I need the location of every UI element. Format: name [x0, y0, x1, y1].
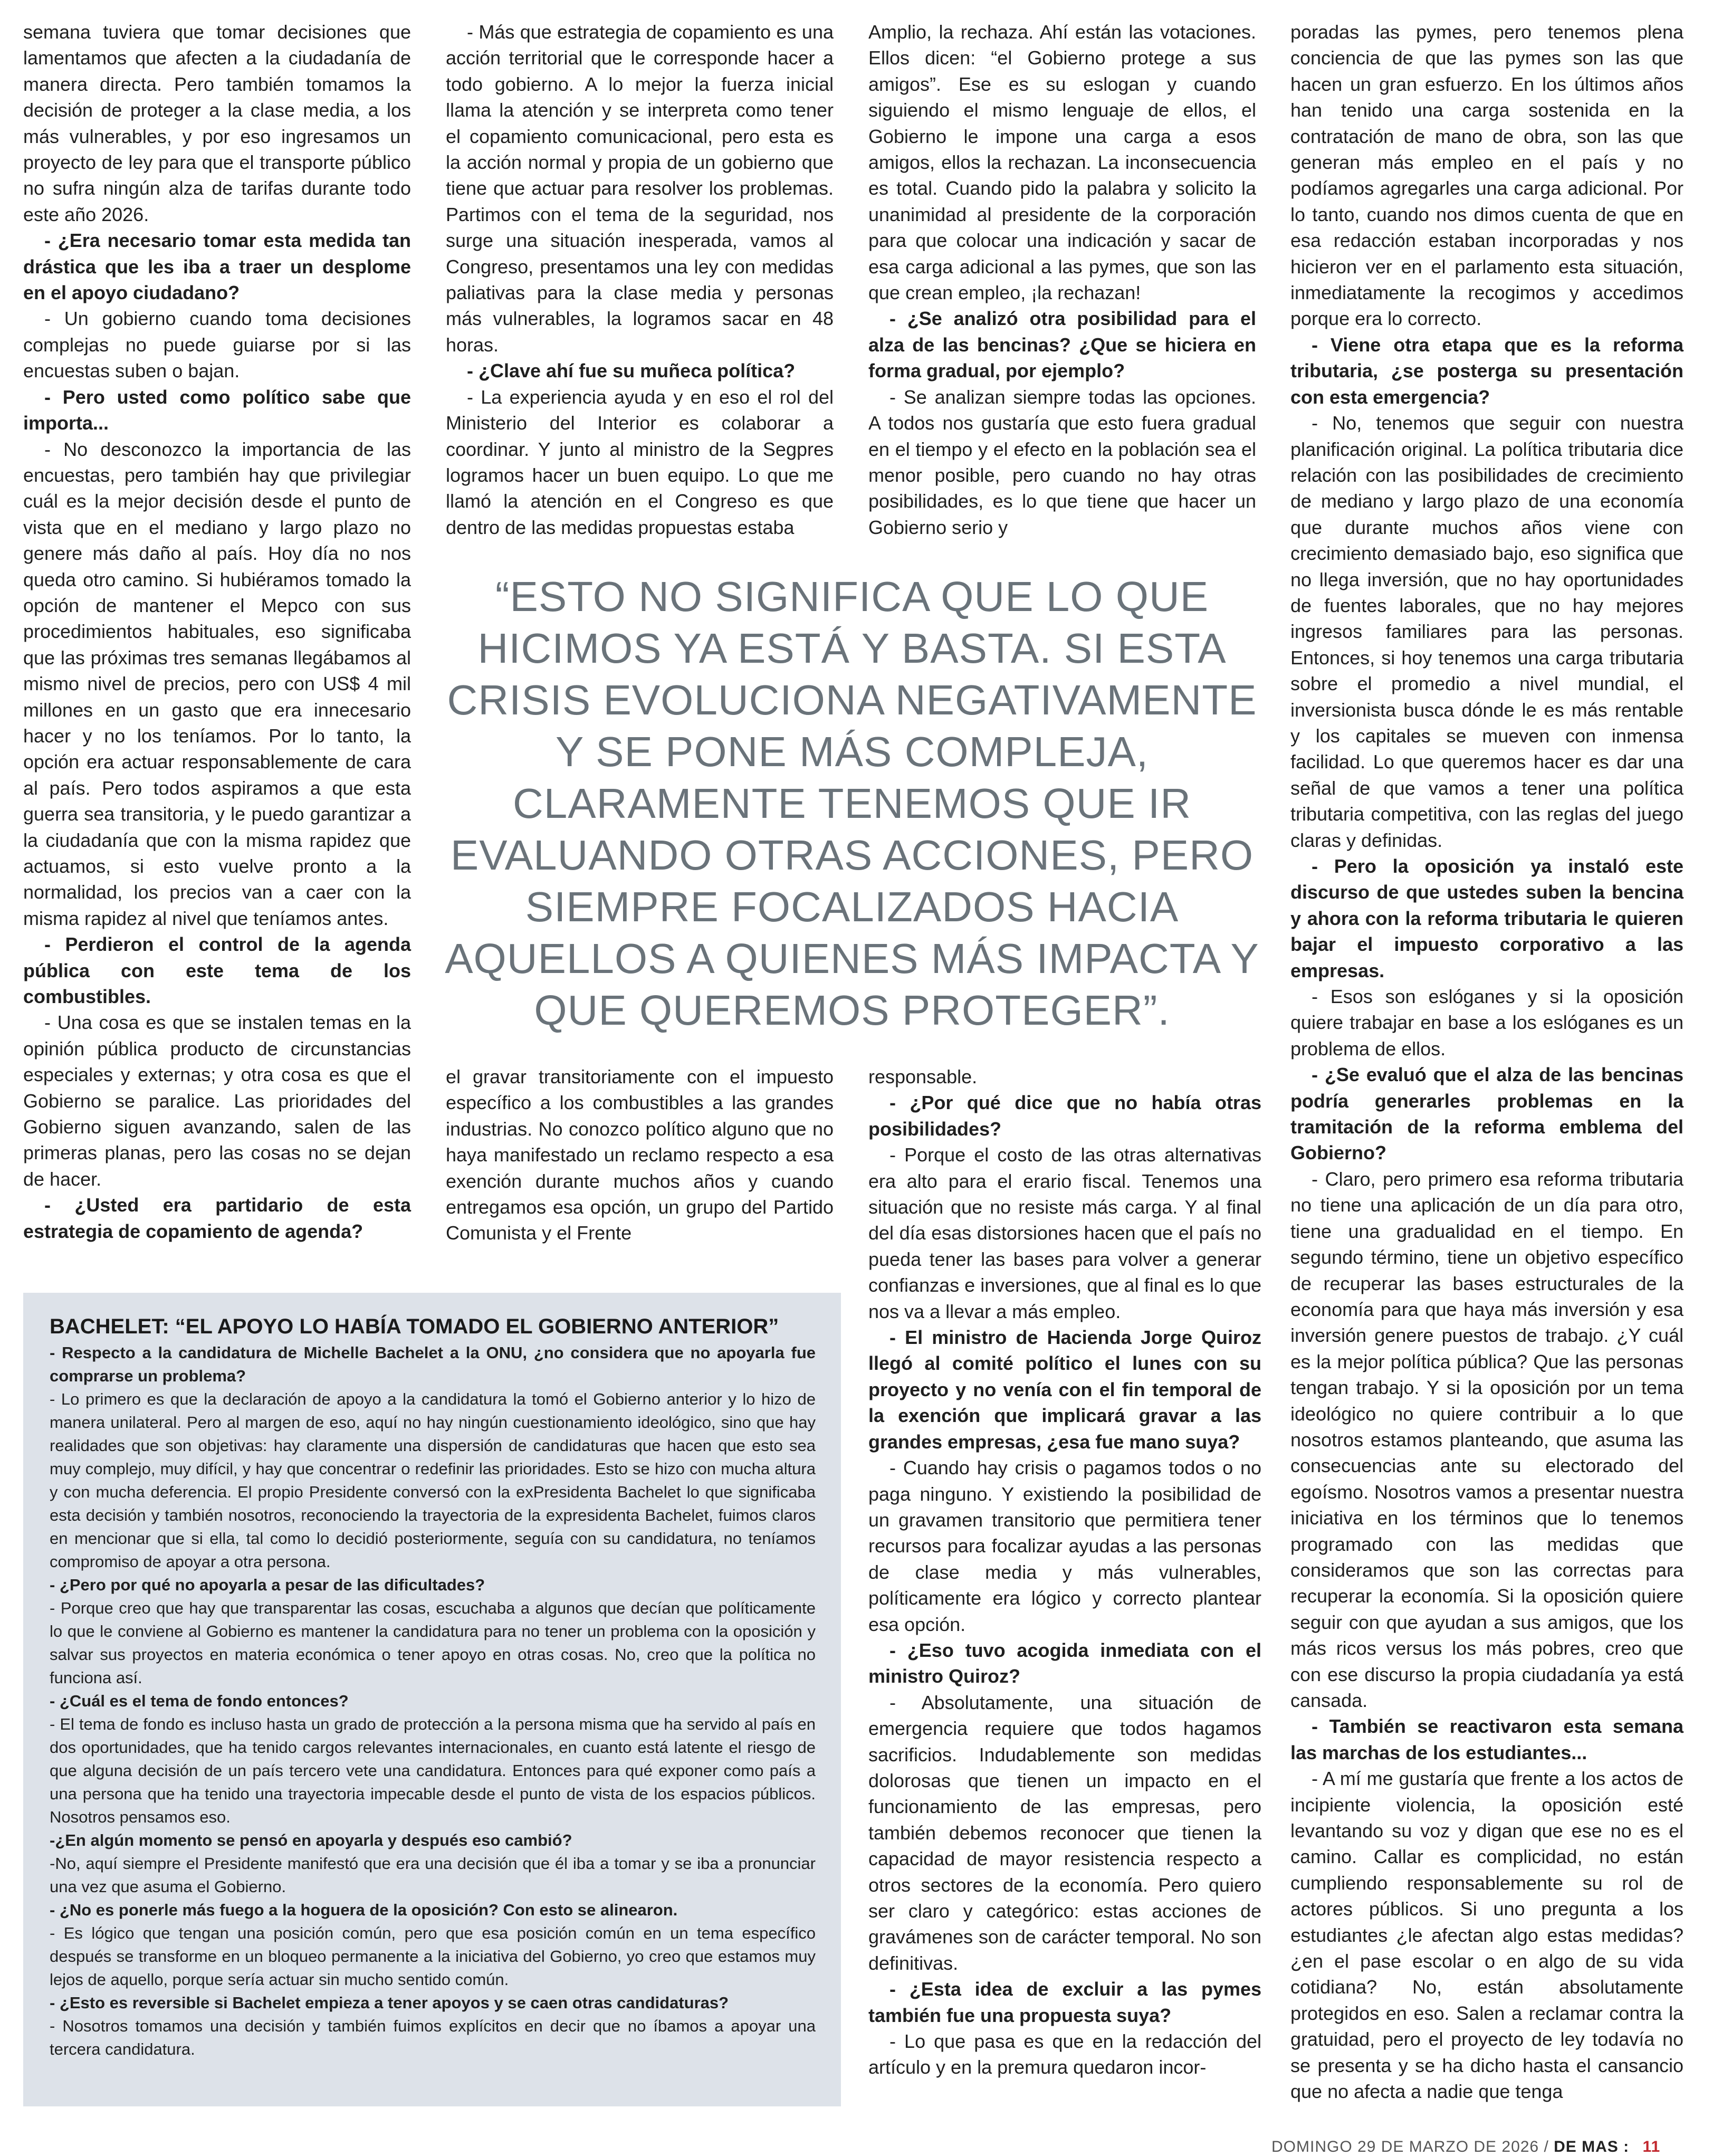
text-paragraph: - No, tenemos que seguir con nuestra planificación original. La política tributaria dice relación con las posibilidades de crecimiento de mediano y largo plazo de una economía que durante muchos años viene con crecimiento demasiado bajo, eso significa que no llega inversión, que no hay oportunidades de fuentes laborales, que no hay mejores ingresos familiares para las personas. Entonces, si hoy tenemos una carga tributaria sobre el promedio a nivel mundial, el inversionista busca dónde le es más rentable y los capitales se mueven con inmensa facilidad. Lo que queremos hacer es dar una señal de que vamos a tener una política tributaria competitiva, con las reglas del juego claras y definidas.	[1290, 412, 1683, 851]
text-paragraph: - Esos son eslóganes y si la oposición quiere trabajar en base a los eslóganes es un problema de ellos.	[1290, 986, 1683, 1060]
question-paragraph: - El ministro de Hacienda Jorge Quiroz llegó al comité político el lunes con su proyecto y no venía con el fin temporal de la exención que implicará gravar a las grandes empresas, ¿esa fue mano suya?	[868, 1327, 1261, 1453]
question-paragraph: - ¿Esta idea de excluir a las pymes también fue una propuesta suya?	[868, 1978, 1261, 2026]
sidebar-box	[23, 1293, 841, 2106]
question-paragraph: - ¿Era necesario tomar esta medida tan drástica que les iba a traer un desplome en el apoyo ciudadano?	[23, 230, 411, 304]
question-paragraph: - ¿Pero por qué no apoyarla a pesar de las dificultades?	[50, 1576, 485, 1594]
question-paragraph: - ¿Se analizó otra posibilidad para el alza de las bencinas? ¿Que se hiciera en forma gradual, por ejemplo?	[868, 308, 1256, 382]
question-paragraph: - ¿Por qué dice que no había otras posibilidades?	[868, 1092, 1261, 1140]
text-paragraph: - Más que estrategia de copamiento es una acción territorial que le corresponde hacer a todo gobierno. A lo mejor la fuerza inicial llama la atención y se interpreta como tener el copamiento comunicacional, pero esta es la acción normal y propia de un gobierno que tiene que actuar para resolver los problemas. Partimos con el tema de la seguridad, nos surge una situación inesperada, vamos al Congreso, presentamos una ley con medidas paliativas para la clase media y personas más vulnerables, la logramos sacar en 48 horas.	[446, 21, 834, 356]
column-2-bottom	[446, 1064, 834, 1264]
text-paragraph: - Claro, pero primero esa reforma tributaria no tiene una aplicación de un día para otro, tiene una gradualidad en el tiempo. En segundo término, tiene un objetivo específico de recuperar las bases estructurales de la economía para que haya más inversión y esa inversión genere puestos de trabajo. ¿Y cuál es la mejor política pública? Que las personas tengan trabajo. Y si la oposición por un tema ideológico no quiere contribuir a lo que nosotros estamos planteando, que asuma las consecuencias ante su electorado del egoísmo. Nosotros vamos a presentar nuestra iniciativa en los términos que lo tenemos programado con las medidas que consideramos que son las correctas para recuperar la economía. Si la oposición quiere seguir con que ayudan a sus amigos, que los más ricos versus los más pobres, creo que con ese discurso la propia ciudadanía ya está cansada.	[1290, 1168, 1683, 1711]
text-paragraph: el gravar transitoriamente con el impuesto específico a los combustibles a las grandes industrias. No conozco político alguno que no haya manifestado un reclamo respecto a esa exención durante muchos años y cuando entregamos esa opción, un grupo del Partido Comunista y el Frente	[446, 1066, 834, 1244]
question-paragraph: - Perdieron el control de la agenda pública con este tema de los combustibles.	[23, 933, 411, 1008]
sidebar-title: BACHELET: “EL APOYO LO HABÍA TOMADO EL GOBIERNO ANTERIOR”	[50, 1315, 779, 1338]
text-paragraph: - A mí me gustaría que frente a los actos de incipiente violencia, la oposición esté levantando su voz y digan que ese no es el camino. Callar es complicidad, no están cumpliendo responsablemente su rol de actores públicos. Si uno pregunta a los estudiantes ¿le afectan algo estas medidas? ¿en el pase escolar o en algo de su vida cotidiana? No, están absolutamente protegidos en eso. Salen a reclamar contra la gratuidad, pero el proyecto de ley todavía no se presenta y se ha dicho hasta el cansancio que no afecta a nadie que tenga	[1290, 1768, 1683, 2103]
page-footer	[1271, 2138, 1660, 2156]
page-number: 11	[1642, 2138, 1661, 2155]
text-paragraph: - Absolutamente, una situación de emergencia requiere que todos hagamos sacrificios. Indudablemente son medidas dolorosas que tienen un impacto en el funcionamiento de las empresas, pero también debemos reconocer que tienen la capacidad de mayor resistencia respecto a otros sectores de la economía. Pero quiero ser claro y categórico: estas acciones de gravámenes son de carácter temporal. No son definitivas.	[868, 1691, 1261, 1974]
text-paragraph: - La experiencia ayuda y en eso el rol del Ministerio del Interior es colaborar a coordinar. Y junto al ministro de la Segpres logramos hacer un buen equipo. Lo que me llamó la atención en el Congreso es que dentro de las medidas propuestas estaba	[446, 386, 834, 538]
question-paragraph: - ¿Usted era partidario de esta estrategia de copamiento de agenda?	[23, 1194, 411, 1242]
question-paragraph: - ¿Cuál es el tema de fondo entonces?	[50, 1692, 349, 1710]
text-paragraph: - Es lógico que tengan una posición común, pero que esa posición común en un tema específico después se transforme en un bloqueo permanente a la iniciativa del Gobierno, yo creo que estamos muy lejos de aquello, porque sería actuar sin mucho sentido común.	[50, 1924, 816, 1989]
question-paragraph: -¿En algún momento se pensó en apoyarla y después eso cambió?	[50, 1831, 572, 1849]
question-paragraph: - Viene otra etapa que es la reforma tributaria, ¿se posterga su presentación con esta emergencia?	[1290, 333, 1683, 408]
text-paragraph: - Porque el costo de las otras alternativas era alto para el erario fiscal. Tenemos una situación que no resiste más carga. Y al final del día esas distorsiones hacen que el país no pueda tener las bases para volver a generar confianzas e inversiones, que al final es lo que nos va a llevar a más empleo.	[868, 1144, 1261, 1322]
text-paragraph: - No desconozco la importancia de las encuestas, pero también hay que privilegiar cuál es la mejor decisión desde el punto de vista que en el mediano y largo plazo no genere más daño al país. Hoy día no nos queda otro camino. Si hubiéramos tomado la opción de mantener el Mepco con sus procedimientos habituales, eso significaba que las próximas tres semanas llegábamos al mismo nivel de precios, pero con US$ 4 mil millones en un gasto que era innecesario hacer y no los teníamos. Por lo tanto, la opción era actuar responsablemente de cara al país. Pero todos aspiramos a que esta guerra sea transitoria, y le puedo garantizar a la ciudadanía que con la misma rapidez que actuamos, si esto vuelve pronto a la normalidad, los precios van a caer con la misma rapidez al nivel que teníamos antes.	[23, 438, 411, 929]
text-paragraph: - Lo primero es que la declaración de apoyo a la candidatura la tomó el Gobierno anterior y lo hizo de manera unilateral. Pero al margen de eso, aquí no hay ningún cuestionamiento ideológico, sino que hay realidades que son objetivas: hay claramente una dispersión de candidaturas que hacen que esto sea muy complejo, muy difícil, y hay que concentrar o redefinir las prioridades. Esto se hizo con mucha altura y con mucha deferencia. El propio Presidente conversó con la exPresidenta Bachelet lo que significaba esta decisión y también nosotros, reconociendo la trayectoria de la expresidenta Bachelet, fuimos claros en mencionar que si ella, tal como lo decidió posteriormente, seguía con su candidatura, no teníamos compromiso de apoyar a otra persona.	[50, 1390, 816, 1571]
text-paragraph: Amplio, la rechaza. Ahí están las votaciones. Ellos dicen: “el Gobierno protege a sus amigos”. Ese es su eslogan y cuando siguiendo el mismo lenguaje de ellos, el Gobierno le impone una carga a esos amigos, ellos la rechazan. La inconsecuencia es total. Cuando pido la palabra y solicito la unanimidad al presidente de la corporación para que colocar una indicación y sacar de esa carga adicional a las pymes, que son las que crean empleo, ¡la rechazan!	[868, 21, 1256, 304]
text-paragraph: poradas las pymes, pero tenemos plena conciencia de que las pymes son las que hacen un gran esfuerzo. En los últimos años han tenido una carga sostenida en la contratación de mano de obra, son las que generan más empleo en el país y no podíamos agregarles una carga adicional. Por lo tanto, cuando nos dimos cuenta de que en esa redacción estaban incorporadas y nos hicieron ver en el parlamento esta situación, inmediatamente la recogimos y accedimos porque era lo correcto.	[1290, 21, 1683, 330]
text-paragraph: - Lo que pasa es que en la redacción del artículo y en la premura quedaron incor-	[868, 2030, 1261, 2078]
pull-quote: “ESTO NO SIGNIFICA QUE LO QUE HICIMOS YA ESTÁ Y BASTA. SI ESTA CRISIS EVOLUCIONA NEGATIVAMENTE Y SE PONE MÁS COMPLEJA, CLARAMENTE TENEMOS QUE IR EVALUANDO OTRAS ACCIONES, PERO SIEMPRE FOCALIZADOS HACIA AQUELLOS A QUIENES MÁS IMPACTA Y QUE QUEREMOS PROTEGER”.	[445, 573, 1259, 1034]
question-paragraph: - ¿Esto es reversible si Bachelet empieza a tener apoyos y se caen otras candidaturas?	[50, 1993, 729, 2012]
footer-date: DOMINGO 29 DE MARZO DE 2026 /	[1271, 2138, 1549, 2155]
column-3-bottom	[868, 1064, 1261, 2124]
column-3-top	[868, 19, 1256, 547]
text-paragraph: - Se analizan siempre todas las opciones. A todos nos gustaría que esto fuera gradual en el tiempo y el efecto en la población sea el menor posible, pero cuando no hay otras posibilidades, es lo que tiene que hacer un Gobierno serio y	[868, 386, 1256, 538]
column-2-top	[446, 19, 834, 547]
text-paragraph: responsable.	[868, 1066, 978, 1087]
question-paragraph: - Pero usted como político sabe que importa...	[23, 386, 411, 434]
column-4	[1290, 19, 1683, 2124]
text-paragraph: semana tuviera que tomar decisiones que lamentamos que afecten a la ciudadanía de manera directa. Pero también tomamos la decisión de proteger a la clase media, a los más vulnerables, y por eso ingresamos un proyecto de ley para que el transporte público no sufra ningún alza de tarifas durante todo este año 2026.	[23, 21, 411, 225]
column-1-top	[23, 19, 411, 1242]
question-paragraph: - Respecto a la candidatura de Michelle Bachelet a la ONU, ¿no considera que no apoyarla fue comprarse un problema?	[50, 1343, 816, 1385]
text-paragraph: -No, aquí siempre el Presidente manifestó que era una decisión que él iba a tomar y se iba a pronunciar una vez que asuma el Gobierno.	[50, 1854, 816, 1896]
text-paragraph: - Cuando hay crisis o pagamos todos o no paga ninguno. Y existiendo la posibilidad de un gravamen transitorio que permitiera tener recursos para focalizar ayudas a las personas de clase media y más vulnerables, políticamente era lógico y correcto plantear esa opción.	[868, 1457, 1261, 1635]
question-paragraph: - ¿No es ponerle más fuego a la hoguera de la oposición? Con esto se alinearon.	[50, 1901, 678, 1919]
question-paragraph: - ¿Se evaluó que el alza de las bencinas podría generarles problemas en la tramitación de la reforma emblema del Gobierno?	[1290, 1064, 1683, 1164]
sidebar-body	[50, 1341, 816, 2061]
text-paragraph: - El tema de fondo es incluso hasta un grado de protección a la persona misma que ha servido al país en dos oportunidades, que ha tenido cargos relevantes internacionales, en cuanto está latente el riesgo de que alguna decisión de un país tercero vete una candidatura. Entonces para qué exponer como país a una persona que ha tenido una trayectoria impecable desde el punto de vista de los espacios públicos. Nosotros pensamos eso.	[50, 1715, 816, 1826]
question-paragraph: - Pero la oposición ya instaló este discurso de que ustedes suben la bencina y ahora con la reforma tributaria le quieren bajar el impuesto corporativo a las empresas.	[1290, 855, 1683, 981]
text-paragraph: - Un gobierno cuando toma decisiones complejas no puede guiarse por si las encuestas suben o bajan.	[23, 308, 411, 382]
text-paragraph: - Porque creo que hay que transparentar las cosas, escuchaba a algunos que decían que políticamente lo que le conviene al Gobierno es mantener la candidatura para no tener un problema con la oposición y salvar sus proyectos en materia económica o tener apoyo en otras cosas. No, creo que la política no funciona así.	[50, 1599, 816, 1687]
footer-section: DE MAS :	[1554, 2138, 1630, 2155]
text-paragraph: - Una cosa es que se instalen temas en la opinión pública producto de circunstancias especiales y externas; y otra cosa es que el Gobierno se paralice. Las prioridades del Gobierno siguen avanzando, salen de las primeras planas, pero las cosas no se dejan de hacer.	[23, 1012, 411, 1190]
text-paragraph: - Nosotros tomamos una decisión y también fuimos explícitos en decir que no íbamos a apoyar una tercera candidatura.	[50, 2017, 816, 2058]
question-paragraph: - También se reactivaron esta semana las marchas de los estudiantes...	[1290, 1715, 1683, 1763]
question-paragraph: - ¿Clave ahí fue su muñeca política?	[467, 360, 796, 382]
question-paragraph: - ¿Eso tuvo acogida inmediata con el ministro Quiroz?	[868, 1639, 1261, 1687]
